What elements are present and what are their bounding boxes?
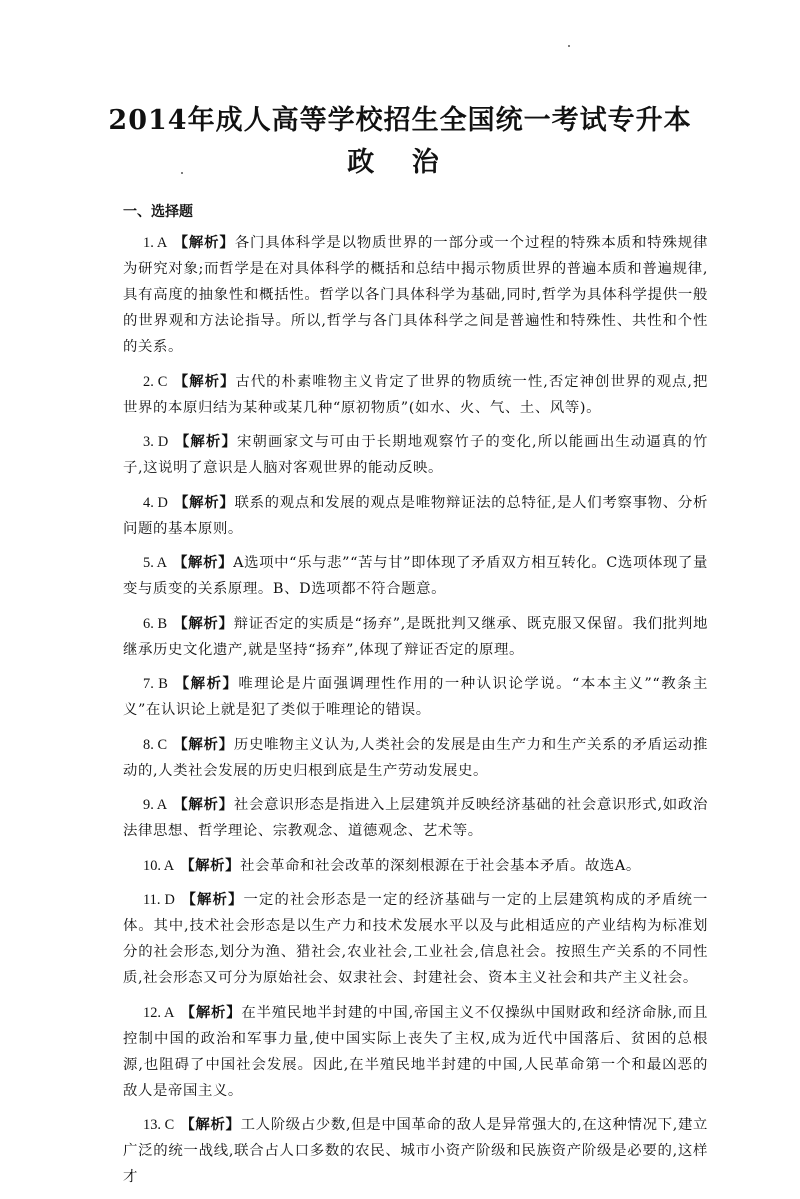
answer-text: 工人阶级占少数,但是中国革命的敌人是异常强大的,在这种情况下,建立广泛的统一战线,联合占人口多数的农民、城市小资产阶级和民族资产阶级是必要的,这样才: [123, 1117, 709, 1185]
answer-number: 8. C: [143, 736, 168, 753]
analysis-label: 【解析】: [173, 555, 234, 571]
analysis-label: 【解析】: [173, 615, 234, 632]
scan-speck: [568, 45, 570, 47]
answer-text: 联系的观点和发展的观点是唯物辩证法的总特征,是人们考察事物、分析问题的基本原则。: [123, 494, 708, 537]
answer-list: [123, 230, 708, 1199]
answer-text: 辩证否定的实质是“扬弃”,是既批判又继承、既克服又保留。我们批判地继承历史文化遗产,就是坚持“扬弃”,体现了辩证否定的原理。: [123, 615, 708, 658]
answer-number: 9. A: [143, 797, 168, 813]
answer-text: 历史唯物主义认为,人类社会的发展是由生产力和生产关系的矛盾运动推动的,人类社会发展的历史归根到底是生产劳动发展史。: [123, 736, 709, 779]
answer-text: A选项中“乐与悲”“苦与甘”即体现了矛盾双方相互转化。C选项体现了量变与质变的关系原理。B、D选项都不符合题意。: [123, 555, 708, 597]
answer-text: 一定的社会形态是一定的经济基础与一定的上层建筑构成的矛盾统一体。其中,技术社会形态是以生产力和技术发展水平以及与此相适应的产业结构为标准划分的社会形态,划分为渔、猎社会,农业社会,工业社会,信息社会。按照生产关系的不同性质,社会形态又可分为原始社会、奴隶社会、封建社会、资本主义社会和共产主义社会。: [123, 892, 708, 986]
answer-text: 社会意识形态是指进入上层建筑并反映经济基础的社会意识形式,如政治法律思想、哲学理论、宗教观念、道德观念、艺术等。: [123, 797, 709, 839]
answer-number: 7. B: [143, 676, 168, 692]
answer-item: [123, 550, 708, 602]
answer-item: [123, 1000, 708, 1104]
answer-number: 11. D: [143, 892, 175, 908]
analysis-label: 【解析】: [173, 676, 239, 692]
subject-title: 政 治: [347, 147, 453, 178]
answer-item: [123, 732, 708, 784]
answer-item: [123, 671, 708, 723]
answer-item: [123, 369, 708, 421]
document-title: 2014年成人高等学校招生全国统一考试专升本: [108, 105, 692, 136]
analysis-label: 【解析】: [180, 1117, 241, 1133]
answer-number: 3. D: [143, 434, 169, 450]
answer-number: 10. A: [143, 857, 175, 874]
analysis-label: 【解析】: [180, 857, 241, 874]
analysis-label: 【解析】: [173, 235, 235, 251]
answer-item: [123, 611, 708, 663]
answer-text: 古代的朴素唯物主义肯定了世界的物质统一性,否定神创世界的观点,把世界的本原归结为某种或某几种“原初物质”(如水、火、气、土、风等)。: [123, 373, 708, 416]
section-heading: 一、选择题: [123, 204, 193, 220]
analysis-label: 【解析】: [173, 797, 234, 813]
answer-text: 唯理论是片面强调理性作用的一种认识论学说。“本本主义”“教条主义”在认识论上就是犯了类似于唯理论的错误。: [123, 676, 708, 718]
answer-item: [123, 887, 708, 991]
analysis-label: 【解析】: [173, 736, 234, 753]
analysis-label: 【解析】: [180, 892, 244, 908]
answer-number: 13. C: [143, 1117, 175, 1133]
answer-text: 社会革命和社会改革的深刻根源在于社会基本矛盾。故选A。: [240, 857, 641, 874]
analysis-label: 【解析】: [180, 1004, 242, 1021]
answer-item: [123, 230, 708, 360]
answer-number: 4. D: [143, 494, 168, 511]
answer-text: 在半殖民地半封建的中国,帝国主义不仅操纵中国财政和经济命脉,而且控制中国的政治和军事力量,使中国实际上丧失了主权,成为近代中国落后、贫困的总根源,也阻碍了中国社会发展。因此,在半殖民地半封建的中国,人民革命第一个和最凶恶的敌人是帝国主义。: [123, 1004, 708, 1099]
answer-item: [123, 1112, 708, 1190]
analysis-label: 【解析】: [174, 434, 237, 450]
answer-text: 宋朝画家文与可由于长期地观察竹子的变化,所以能画出生动逼真的竹子,这说明了意识是人脑对客观世界的能动反映。: [123, 434, 708, 476]
answer-item: [123, 429, 708, 481]
answer-number: 6. B: [143, 615, 168, 632]
answer-number: 1. A: [143, 235, 168, 251]
answer-number: 2. C: [143, 373, 168, 390]
answer-item: [123, 792, 708, 844]
analysis-label: 【解析】: [173, 494, 235, 511]
answer-item: [123, 853, 708, 879]
answer-number: 12. A: [143, 1004, 175, 1021]
answer-number: 5. A: [143, 555, 168, 571]
answer-text: 各门具体科学是以物质世界的一部分或一个过程的特殊本质和特殊规律为研究对象;而哲学是在对具体科学的概括和总结中揭示物质世界的普遍本质和普遍规律,具有高度的抽象性和概括性。哲学以各门具体科学为基础,同时,哲学为具体科学提供一般的世界观和方法论指导。所以,哲学与各门具体科学之间是普遍性和特殊性、共性和个性的关系。: [123, 235, 708, 355]
analysis-label: 【解析】: [173, 373, 236, 390]
answer-item: [123, 490, 708, 542]
